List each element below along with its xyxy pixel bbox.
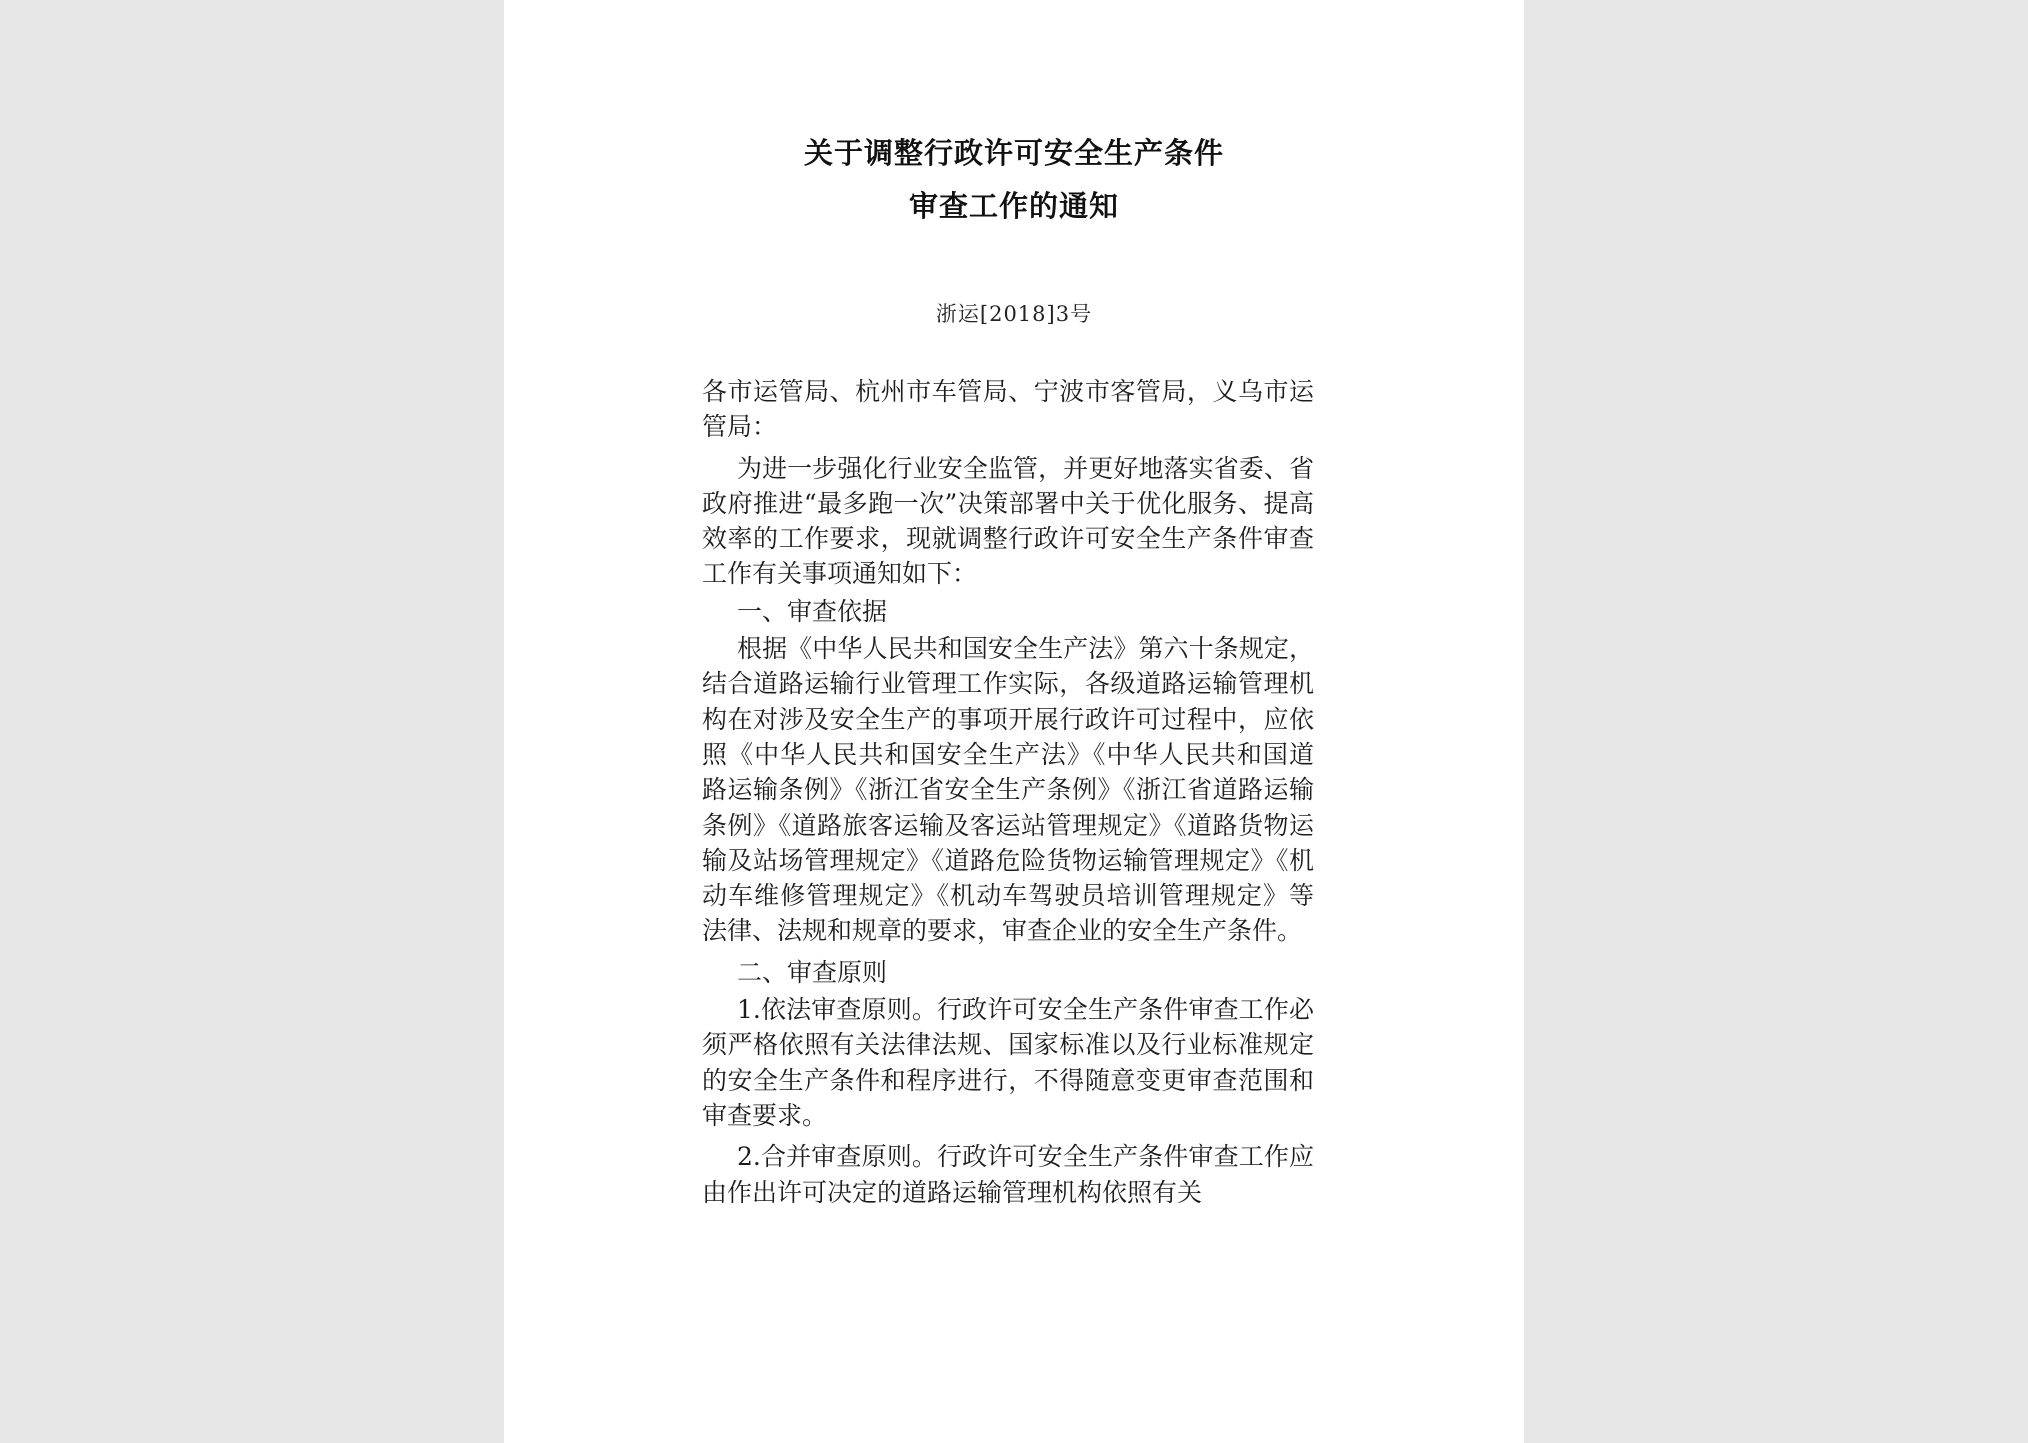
addressee: 各市运管局、杭州市车管局、宁波市客管局，义乌市运管局： [702,377,1314,442]
document-page [504,0,1524,1443]
document-title-line-1: 关于调整行政许可安全生产条件 [803,136,1224,170]
section-heading-basis: 一、审查依据 [737,596,888,626]
document-number: 浙运[2018]3号 [935,302,1093,326]
paragraph-basis: 根据《中华人民共和国安全生产法》第六十条规定，结合道路运输行业管理工作实际，各级道路运输管理机构在对涉及安全生产的事项开展行政许可过程中，应依照《中华人民共和国安全生产法》《中华人民共和国道路运输条例》《浙江省安全生产条例》《浙江省道路运输条例》《道路旅客运输及客运站管理规定》《道路货物运输及站场管理规定》《道路危险货物运输管理规定》《机动车维修管理规定》《机动车驾驶员培训管理规定》等法律、法规和规章的要求，审查企业的安全生产条件。 [702,634,1314,946]
paragraph-principle-2: 2.合并审查原则。行政许可安全生产条件审查工作应由作出许可决定的道路运输管理机构依照有关 [702,1142,1314,1207]
document-body [702,374,1314,1210]
section-heading-principles: 二、审查原则 [737,957,888,987]
paragraph-principle-1: 1.依法审查原则。行政许可安全生产条件审查工作必须严格依照有关法律法规、国家标准以及行业标准规定的安全生产条件和程序进行，不得随意变更审查范围和审查要求。 [702,995,1314,1130]
document-title-line-2: 审查工作的通知 [908,189,1119,223]
paragraph-intro: 为进一步强化行业安全监管，并更好地落实省委、省政府推进“最多跑一次”决策部署中关于优化服务、提高效率的工作要求，现就调整行政许可安全生产条件审查工作有关事项通知如下： [702,453,1314,589]
